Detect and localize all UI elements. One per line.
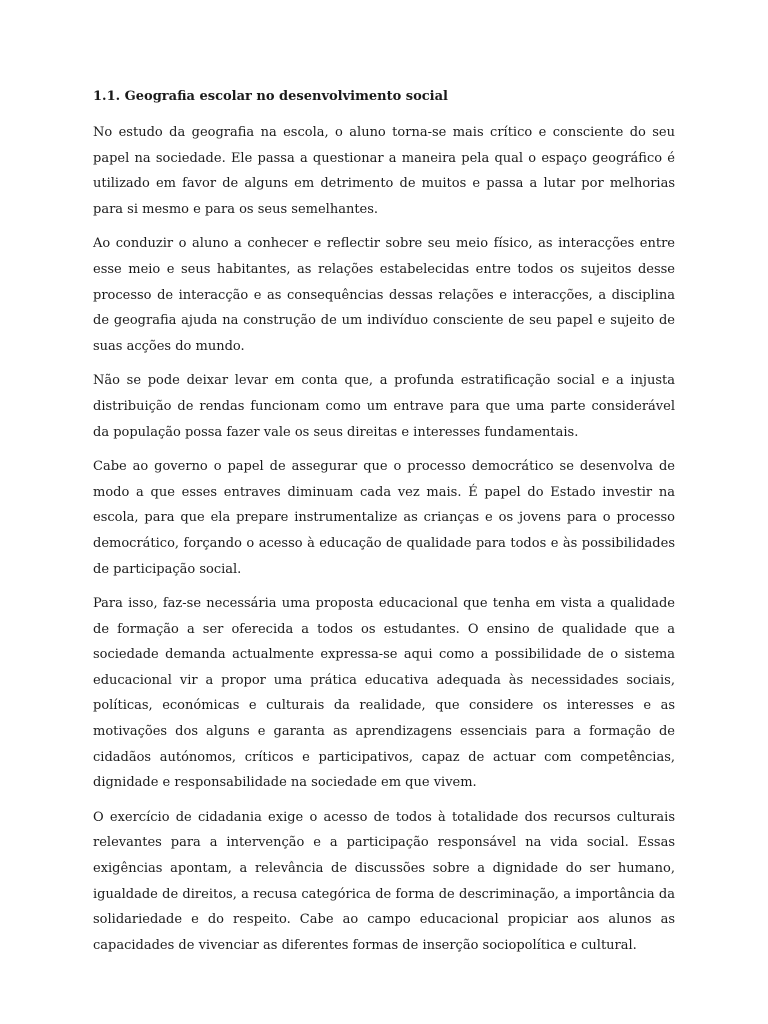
paragraph-6: O exercício de cidadania exige o acesso de todos à totalidade dos recursos culturais relevantes para a intervenção e a participação responsável na vida social. Essas exigências apontam, a relevância de discussões sobre a dignidade do ser humano, igualdade de direitos, a recusa categórica de forma de descriminação, a importância da solidariedade e do respeito. Cabe ao campo educacional propiciar aos alunos as capacidades de vivenciar as diferentes formas de inserção sociopolítica e cultural. — [93, 809, 675, 953]
paragraph-1: No estudo da geografia na escola, o aluno torna-se mais crítico e consciente do seu papel na sociedade. Ele passa a questionar a maneira pela qual o espaço geográfico é utilizado em favor de alguns em detrimento de muitos e passa a lutar por melhorias para si mesmo e para os seus semelhantes. — [93, 125, 675, 217]
document-body — [93, 86, 675, 967]
paragraph-3: Não se pode deixar levar em conta que, a profunda estratificação social e a injusta distribuição de rendas funcionam como um entrave para que uma parte considerável da população possa fazer vale os seus direitas e interesses fundamentais. — [93, 373, 675, 440]
paragraph-2: Ao conduzir o aluno a conhecer e reflectir sobre seu meio físico, as interacções entre esse meio e seus habitantes, as relações estabelecidas entre todos os sujeitos desse processo de interacção e as consequências dessas relações e interacções, a disciplina de geografia ajuda na construção de um indivíduo consciente de seu papel e sujeito de suas acções do mundo. — [93, 236, 675, 354]
paragraph-4: Cabe ao governo o papel de assegurar que o processo democrático se desenvolva de modo a que esses entraves diminuam cada vez mais. É papel do Estado investir na escola, para que ela prepare instrumentalize as crianças e os jovens para o processo democrático, forçando o acesso à educação de qualidade para todos e às possibilidades de participação social. — [93, 459, 675, 577]
paragraph-5: Para isso, faz-se necessária uma proposta educacional que tenha em vista a qualidade de formação a ser oferecida a todos os estudantes. O ensino de qualidade que a sociedade demanda actualmente expressa-se aqui como a possibilidade de o sistema educacional vir a propor uma prática educativa adequada às necessidades sociais, políticas, económicas e culturais da realidade, que considere os interesses e as motivações dos alguns e garanta as aprendizagens essenciais para a formação de cidadãos autónomos, críticos e participativos, capaz de actuar com competências, dignidade e responsabilidade na sociedade em que vivem. — [93, 596, 675, 791]
section-title: 1.1. Geografia escolar no desenvolvimento social — [93, 89, 448, 104]
